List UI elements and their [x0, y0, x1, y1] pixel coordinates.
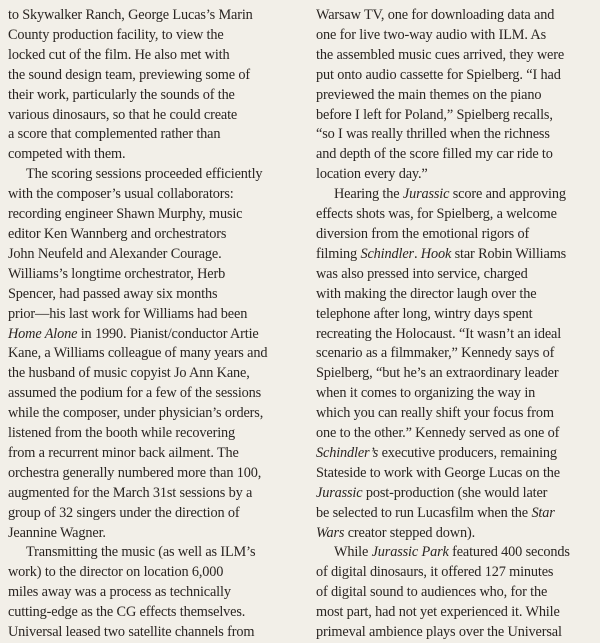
text-line: which you can really shift your focus from: [316, 405, 554, 422]
text-line: recording engineer Shawn Murphy, music: [8, 206, 243, 223]
text-line: their work, particularly the sounds of the: [8, 86, 235, 103]
text-line: telephone after long, wintry days spent: [316, 305, 533, 322]
text-line: Universal leased two satellite channels from: [8, 624, 255, 641]
text-segment: star Robin Williams: [451, 245, 567, 262]
text-line: Spencer, had passed away six months: [8, 285, 218, 302]
text-line: County production facility, to view the: [8, 26, 224, 43]
text-line: one to the other.” Kennedy served as one of: [316, 425, 560, 442]
text-line: Jeannine Wagner.: [8, 524, 106, 541]
text-line: most part, had not yet experienced it. While: [316, 604, 560, 621]
text-line: diversion from the emotional rigors of: [316, 225, 530, 242]
text-segment: post-production (she would later: [362, 484, 548, 501]
text-line: Warsaw TV, one for downloading data and: [316, 7, 555, 23]
italic-title: Jurassic: [402, 186, 450, 203]
text-segment: .: [413, 245, 421, 262]
text-line: location every day.”: [316, 166, 428, 183]
italic-title: Schindler’s: [316, 444, 379, 461]
text-line: [316, 185, 596, 205]
text-line: recreating the Holocaust. “It wasn’t an ideal: [316, 325, 562, 342]
text-line: prior—his last work for Williams had been: [8, 305, 248, 322]
text-line: [316, 484, 596, 504]
text-line: Stateside to work with George Lucas on the: [316, 464, 560, 481]
text-line: group of 32 singers under the direction of: [8, 504, 240, 521]
text-line: Williams’s longtime orchestrator, Herb: [8, 265, 226, 282]
italic-title: Jurassic: [316, 484, 363, 501]
text-line: a score that complemented rather than: [8, 126, 221, 143]
text-line: The scoring sessions proceeded efficiently: [26, 166, 263, 183]
text-line: the assembled music cues arrived, they were: [316, 46, 565, 63]
text-line: from a recurrent minor back ailment. The: [8, 444, 239, 461]
text-line: the sound design team, previewing some of: [8, 66, 251, 83]
text-line: [316, 524, 596, 544]
text-line: competed with them.: [8, 146, 126, 163]
text-line: Spielberg, “but he’s an extraordinary leader: [316, 365, 559, 382]
text-segment: score and approving: [449, 186, 566, 203]
italic-title: Hook: [420, 245, 452, 262]
text-line: work) to the director on location 6,000: [8, 564, 224, 581]
text-segment: filming: [316, 245, 361, 262]
text-line: the husband of music copyist Jo Ann Kane,: [8, 365, 250, 382]
text-line: listened from the booth while recovering: [8, 425, 236, 442]
text-line: [316, 444, 596, 464]
text-line: “so I was really thrilled when the richness: [316, 126, 550, 143]
italic-title: Schindler: [360, 245, 414, 262]
text-line: to Skywalker Ranch, George Lucas’s Marin: [8, 7, 253, 23]
text-line: was also pressed into service, charged: [316, 265, 528, 282]
text-segment: featured 400 seconds: [448, 544, 570, 561]
text-segment: Hearing the: [334, 186, 403, 203]
text-segment: be selected to run Lucasfilm when the: [316, 504, 532, 521]
text-line: [8, 325, 292, 345]
text-segment: While: [334, 544, 372, 561]
text-line: John Neufeld and Alexander Courage.: [8, 245, 222, 262]
text-line: of digital sound to audiences who, for the: [316, 584, 548, 601]
text-line: locked cut of the film. He also met with: [8, 46, 230, 63]
text-line: primeval ambience plays over the Universal: [316, 624, 562, 641]
text-segment: in 1990. Pianist/conductor Artie: [77, 325, 259, 342]
text-line: Kane, a Williams colleague of many years and: [8, 345, 268, 362]
text-line: with the composer’s usual collaborators:: [8, 186, 234, 203]
text-line: Transmitting the music (as well as ILM’s: [26, 544, 256, 561]
text-line: effects shots was, for Spielberg, a welcome: [316, 206, 557, 223]
italic-title: Star: [531, 504, 555, 521]
right-column: [316, 6, 596, 643]
text-line: with making the director laugh over the: [316, 285, 537, 302]
text-line: [316, 504, 596, 524]
text-line: put onto audio cassette for Spielberg. “I had: [316, 66, 561, 83]
text-line: assumed the podium for a few of the sessions: [8, 385, 262, 402]
text-segment: creator stepped down).: [344, 524, 476, 541]
text-line: various dinosaurs, so that he could create: [8, 106, 238, 123]
text-line: and depth of the score filled my car ride to: [316, 146, 553, 163]
italic-title: Wars: [316, 524, 345, 541]
text-line: [316, 543, 596, 563]
text-line: previewed the main themes on the piano: [316, 86, 542, 103]
text-line: when it comes to organizing the way in: [316, 385, 536, 402]
text-line: miles away was a process as technically: [8, 584, 231, 601]
text-line: before I left for Poland,” Spielberg recalls,: [316, 106, 553, 123]
text-line: one for live two-way audio with ILM. As: [316, 26, 547, 43]
text-line: cutting-edge as the CG effects themselves.: [8, 604, 246, 621]
italic-title: Jurassic Park: [371, 544, 449, 561]
left-column: [8, 6, 292, 643]
text-line: augmented for the March 31st sessions by a: [8, 484, 253, 501]
italic-title: Home Alone: [8, 325, 78, 342]
text-segment: executive producers, remaining: [378, 444, 557, 461]
text-line: [316, 245, 596, 265]
text-line: orchestra generally numbered more than 100,: [8, 464, 262, 481]
text-line: editor Ken Wannberg and orchestrators: [8, 225, 227, 242]
text-line: scenario as a filmmaker,” Kennedy says of: [316, 345, 555, 362]
text-line: while the composer, under physician’s orders,: [8, 405, 264, 422]
text-line: of digital dinosaurs, it offered 127 minutes: [316, 564, 554, 581]
